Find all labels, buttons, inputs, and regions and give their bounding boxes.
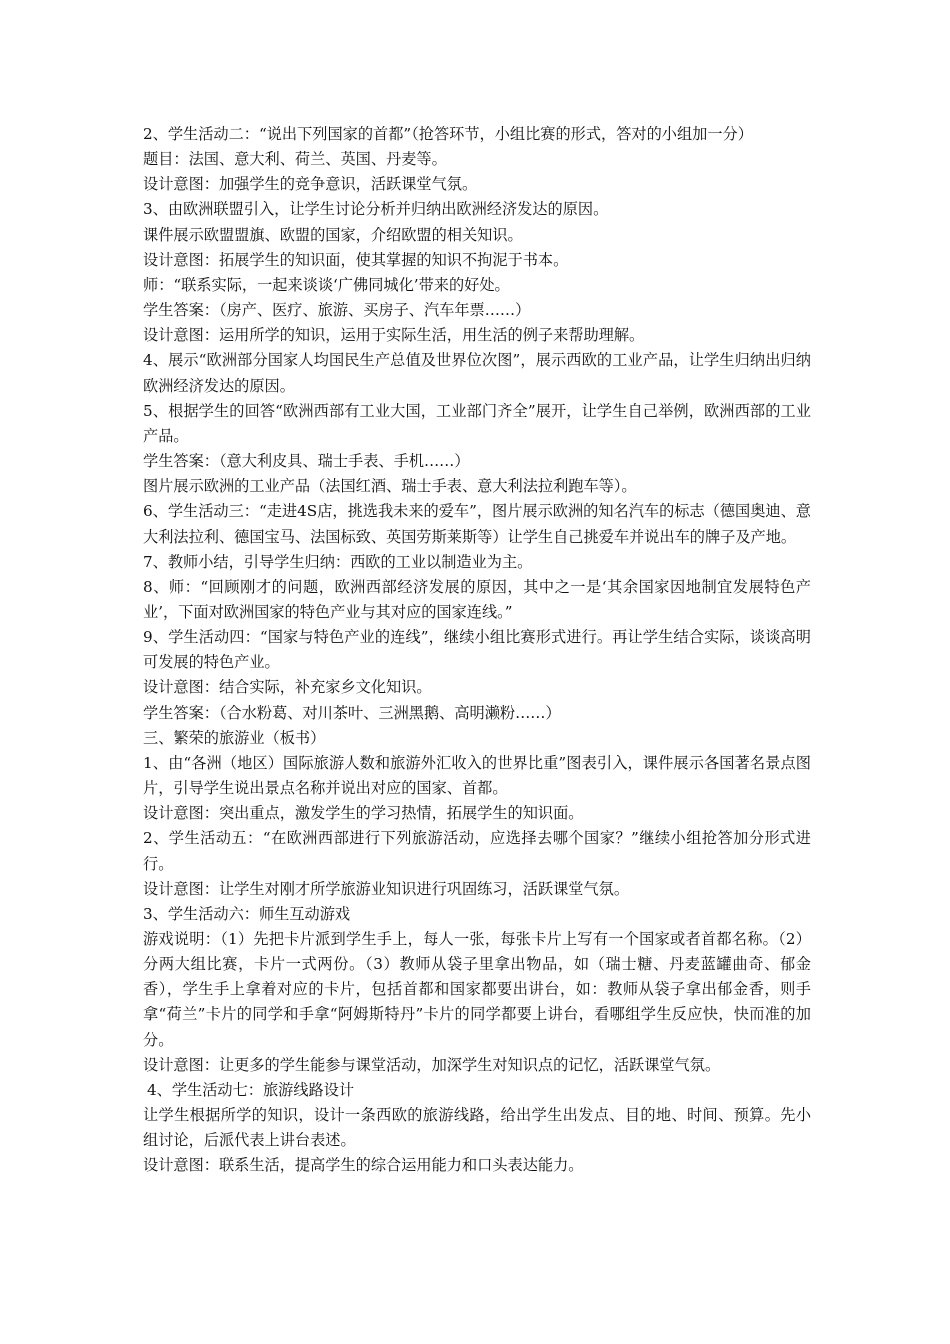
document-page [143, 122, 811, 1179]
paragraph-step-3: 3、由欧洲联盟引入，让学生讨论分析并归纳出欧洲经济发达的原因。 [143, 200, 609, 219]
paragraph-question: 题目：法国、意大利、荷兰、英国、丹麦等。 [143, 150, 447, 169]
paragraph-step-6: 6、学生活动三：“走进4S店，挑选我未来的爱车”，图片展示欧洲的知名汽车的标志（德国奥迪、意大利法拉利、德国宝马、法国标致、英国劳斯莱斯等）让学生自己挑爱车并说出车的牌子及产地。 [143, 502, 811, 546]
paragraph-step-4: 4、展示“欧洲部分国家人均国民生产总值及世界位次图”，展示西欧的工业产品，让学生归纳出归纳欧洲经济发达的原因。 [143, 351, 811, 395]
paragraph-design-intent: 设计意图：联系生活，提高学生的综合运用能力和口头表达能力。 [143, 1156, 584, 1175]
section-heading-tourism: 三、繁荣的旅游业（板书） [143, 728, 326, 747]
paragraph-design-intent: 设计意图：突出重点，激发学生的学习热情，拓展学生的知识面。 [143, 804, 584, 823]
paragraph-tourism-step-1: 1、由“各洲（地区）国际旅游人数和旅游外汇收入的世界比重”图表引入，课件展示各国著名景点图片，引导学生说出景点名称并说出对应的国家、首都。 [143, 753, 811, 798]
paragraph-game-instructions: 游戏说明：（1）先把卡片派到学生手上，每人一张，每张卡片上写有一个国家或者首都名称。（2）分两大组比赛，卡片一式两份。（3）教师从袋子里拿出物品，如（瑞士糖、丹麦蓝罐曲奇、郁金香），学生手上拿着对应的卡片，包括首都和国家都要出讲台，如：教师从袋子拿出郁金香，则手拿“荷兰”卡片的同学和手拿“阿姆斯特丹”卡片的同学都要上讲台，看哪组学生反应快，快而准的加分。 [143, 930, 811, 1049]
paragraph-step-8: 8、师：“回顾刚才的问题，欧洲西部经济发展的原因，其中之一是‘其余国家因地制宜发展特色产业’，下面对欧洲国家的特色产业与其对应的国家连线。” [143, 577, 811, 621]
paragraph-design-intent: 设计意图：让学生对刚才所学旅游业知识进行巩固练习，活跃课堂气氛。 [143, 879, 629, 898]
paragraph-tourism-step-2: 2、学生活动五：“在欧洲西部进行下列旅游活动，应选择去哪个国家？”继续小组抢答加分形式进行。 [143, 829, 811, 873]
paragraph-student-answer: 学生答案：（合水粉葛、对川茶叶、三洲黑鹅、高明濑粉……） [143, 703, 561, 722]
paragraph-route-design: 让学生根据所学的知识，设计一条西欧的旅游线路，给出学生出发点、目的地、时间、预算。先小组讨论，后派代表上讲台表述。 [143, 1106, 811, 1150]
paragraph-student-answer: 学生答案：（房产、医疗、旅游、买房子、汽车年票……） [143, 301, 531, 320]
paragraph-step-7: 7、教师小结，引导学生归纳：西欧的工业以制造业为主。 [143, 552, 533, 571]
paragraph-design-intent: 设计意图：加强学生的竞争意识，活跃课堂气氛。 [143, 175, 478, 194]
paragraph-design-intent: 设计意图：拓展学生的知识面，使其掌握的知识不拘泥于书本。 [143, 250, 569, 269]
paragraph-design-intent: 设计意图：运用所学的知识，运用于实际生活，用生活的例子来帮助理解。 [143, 326, 645, 345]
paragraph-design-intent: 设计意图：让更多的学生能参与课堂活动，加深学生对知识点的记忆，活跃课堂气氛。 [143, 1055, 721, 1074]
paragraph-student-answer: 学生答案：（意大利皮具、瑞士手表、手机……） [143, 452, 470, 471]
paragraph-tourism-step-3: 3、学生活动六：师生互动游戏 [143, 904, 351, 923]
paragraph-picture-display: 图片展示欧洲的工业产品（法国红酒、瑞士手表、意大利法拉利跑车等）。 [143, 477, 637, 496]
paragraph-step-5: 5、根据学生的回答“欧洲西部有工业大国，工业部门齐全”展开，让学生自己举例，欧洲西部的工业产品。 [143, 401, 811, 445]
paragraph-teacher: 师：“联系实际，一起来谈谈‘广佛同城化’带来的好处。 [143, 275, 510, 294]
paragraph-courseware: 课件展示欧盟盟旗、欧盟的国家，介绍欧盟的相关知识。 [143, 225, 523, 244]
paragraph-design-intent: 设计意图：结合实际，补充家乡文化知识。 [143, 678, 432, 697]
paragraph-activity-2: 2、学生活动二：“说出下列国家的首都”（抢答环节，小组比赛的形式，答对的小组加一分） [143, 125, 753, 143]
paragraph-tourism-step-4: 4、学生活动七：旅游线路设计 [147, 1080, 355, 1099]
paragraph-step-9: 9、学生活动四：“国家与特色产业的连线”，继续小组比赛形式进行。再让学生结合实际，谈谈高明可发展的特色产业。 [143, 628, 811, 672]
